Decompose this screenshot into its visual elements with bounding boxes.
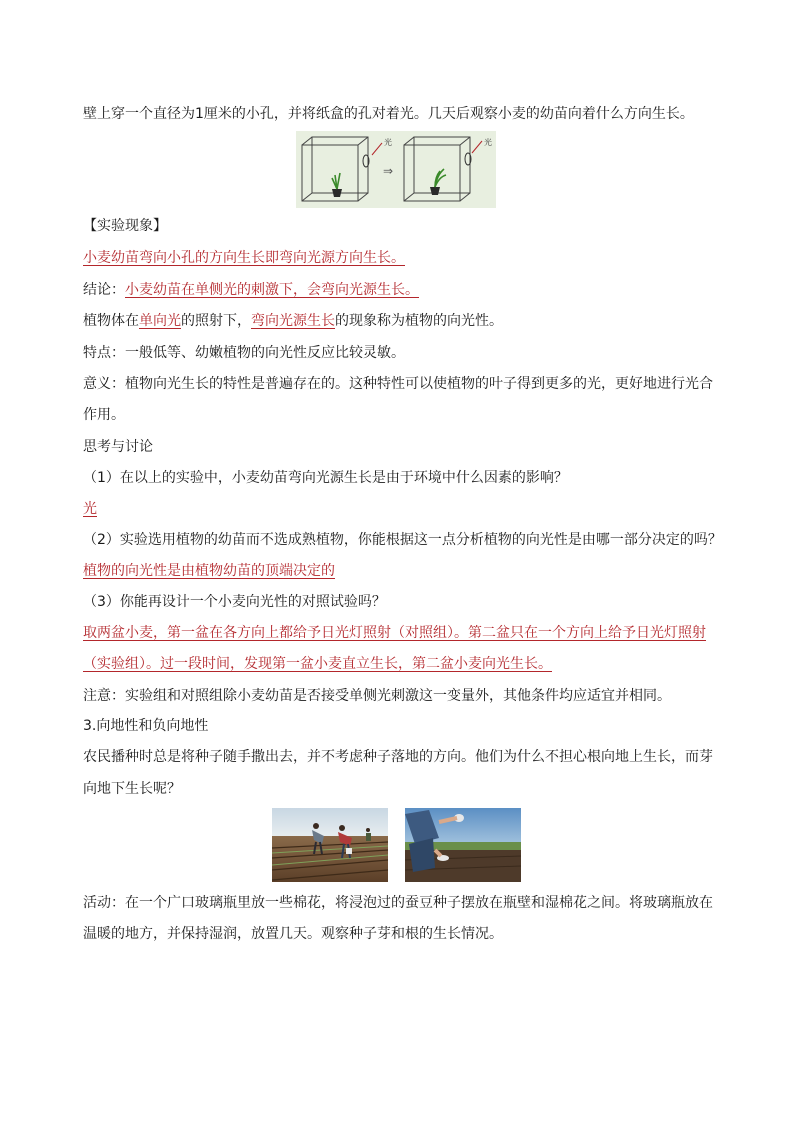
- definition-answer1: 单向光: [139, 313, 181, 329]
- meaning-line-1: 意义：植物向光生长的特性是普遍存在的。这种特性可以使植物的叶子得到更多的光，更好地进行光合: [83, 376, 713, 392]
- activity-line-2: 温暖的地方，并保持湿润，放置几天。观察种子芽和根的生长情况。: [83, 926, 503, 942]
- figure-label-left: 光: [384, 138, 392, 147]
- intro-paragraph: 壁上穿一个直径为1厘米的小孔，并将纸盒的孔对着光。几天后观察小麦的幼苗向着什么方向生长。: [83, 106, 694, 122]
- note-line: 注意：实验组和对照组除小麦幼苗是否接受单侧光刺激这一变量外，其他条件均应适宜并相同。: [83, 688, 671, 704]
- experiment-figure: [296, 131, 496, 208]
- phenomenon-answer: 小麦幼苗弯向小孔的方向生长即弯向光源方向生长。: [83, 250, 405, 266]
- question-3: （3）你能再设计一个小麦向光性的对照试验吗？: [83, 594, 386, 610]
- conclusion-answer: 小麦幼苗在单侧光的刺激下，会弯向光源生长。: [125, 282, 419, 298]
- definition-answer2: 弯向光源生长: [251, 313, 335, 329]
- farmer-line-2: 向地下生长呢？: [83, 781, 181, 797]
- farmers-field-photo: [272, 808, 388, 882]
- figure-label-right: 光: [484, 138, 492, 147]
- conclusion-line: [83, 280, 419, 300]
- definition-line: [83, 311, 503, 331]
- definition-part2: 的照射下，: [181, 313, 251, 329]
- question-2: （2）实验选用植物的幼苗而不选成熟植物，你能根据这一点分析植物的向光性是由哪一部分决定的吗？: [83, 532, 722, 548]
- figure-arrow: ⇒: [383, 164, 394, 178]
- sowing-seeds-photo: [405, 808, 521, 882]
- section-heading-3: 3.向地性和负向地性: [83, 718, 209, 734]
- conclusion-prefix: 结论：: [83, 282, 125, 298]
- definition-part3: 的现象称为植物的向光性。: [335, 313, 503, 329]
- discussion-heading: 思考与讨论: [83, 439, 153, 455]
- answer-1: 光: [83, 501, 97, 517]
- answer-2: 植物的向光性是由植物幼苗的顶端决定的: [83, 563, 335, 579]
- answer-3-line-1: 取两盆小麦，第一盆在各方向上都给予日光灯照射（对照组）。第二盆只在一个方向上给予日光灯照射: [83, 625, 706, 641]
- heading-phenomenon: 【实验现象】: [83, 218, 167, 234]
- farmer-line-1: 农民播种时总是将种子随手撒出去，并不考虑种子落地的方向。他们为什么不担心根向地上生长，而芽: [83, 749, 713, 765]
- activity-line-1: 活动：在一个广口玻璃瓶里放一些棉花，将浸泡过的蚕豆种子摆放在瓶壁和湿棉花之间。将玻璃瓶放在: [83, 895, 713, 911]
- feature-line: 特点：一般低等、幼嫩植物的向光性反应比较灵敏。: [83, 345, 405, 361]
- question-1: （1）在以上的实验中，小麦幼苗弯向光源生长是由于环境中什么因素的影响？: [83, 470, 568, 486]
- definition-part1: 植物体在: [83, 313, 139, 329]
- answer-3-line-2: （实验组）。过一段时间，发现第一盆小麦直立生长，第二盆小麦向光生长。: [83, 656, 552, 672]
- meaning-line-2: 作用。: [83, 407, 125, 423]
